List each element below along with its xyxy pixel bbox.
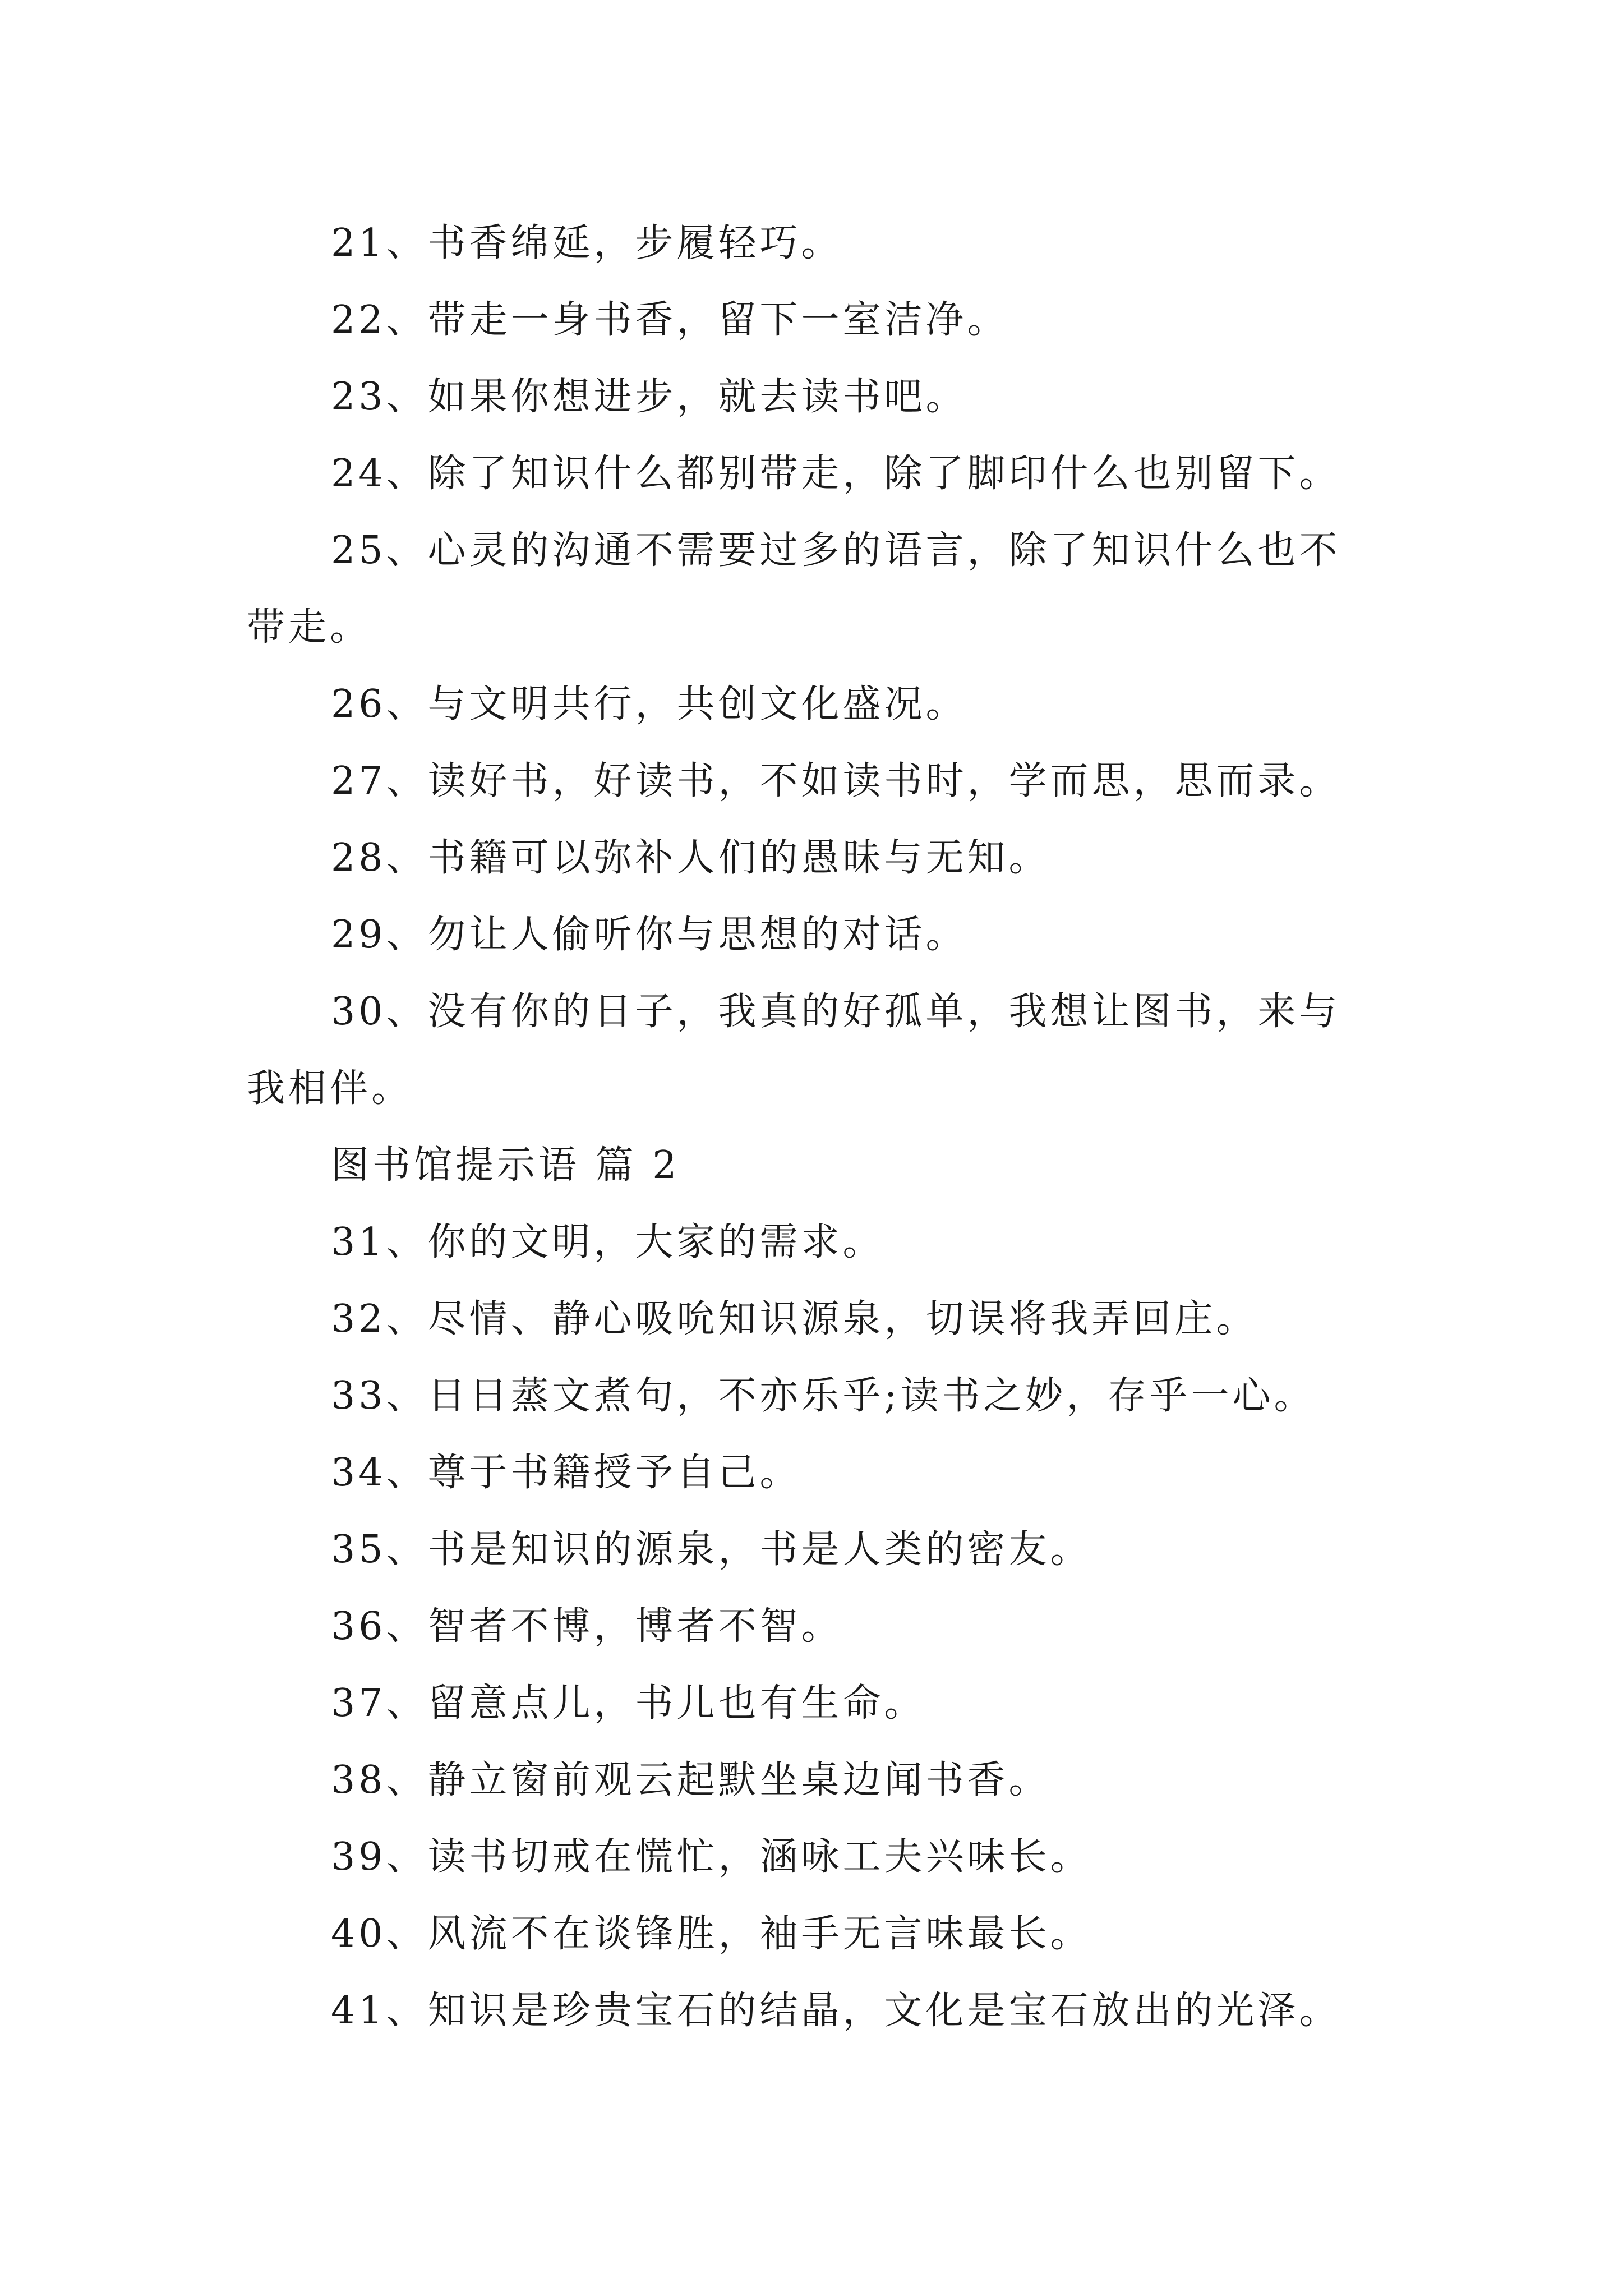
text-line: 21、书香绵延，步履轻巧。: [331, 221, 843, 265]
text-line: 40、风流不在谈锋胜，袖手无言味最长。: [331, 1912, 1092, 1956]
text-line: 39、读书切戒在慌忙，涵咏工夫兴味长。: [331, 1835, 1092, 1879]
text-line: 37、留意点儿，书儿也有生命。: [331, 1681, 926, 1726]
text-line: 38、静立窗前观云起默坐桌边闻书香。: [331, 1758, 1050, 1802]
text-line: 32、尽情、静心吸吮知识源泉，切误将我弄回庄。: [331, 1297, 1258, 1341]
text-line-continuation: 带走。: [247, 605, 372, 650]
document-body: [247, 205, 1402, 2049]
text-line: 27、读好书，好读书，不如读书时，学而思，思而录。: [331, 759, 1341, 803]
text-line: 22、带走一身书香，留下一室洁净。: [331, 298, 1009, 342]
text-line: 41、知识是珍贵宝石的结晶，文化是宝石放出的光泽。: [331, 1989, 1341, 2033]
text-line: 34、尊于书籍授予自己。: [331, 1451, 801, 1495]
text-line: 28、书籍可以弥补人们的愚昧与无知。: [331, 836, 1050, 880]
text-line: 30、没有你的日子，我真的好孤单，我想让图书，来与: [331, 990, 1341, 1034]
text-line: 36、智者不博，博者不智。: [331, 1604, 843, 1649]
text-line: 23、如果你想进步，就去读书吧。: [331, 375, 967, 419]
text-line: 24、除了知识什么都别带走，除了脚印什么也别留下。: [331, 452, 1341, 496]
text-line: 26、与文明共行，共创文化盛况。: [331, 682, 967, 726]
text-line: 31、你的文明，大家的需求。: [331, 1220, 884, 1264]
text-line: 29、勿让人偷听你与思想的对话。: [331, 913, 967, 957]
text-line: 25、心灵的沟通不需要过多的语言，除了知识什么也不: [331, 528, 1341, 573]
section-heading: 图书馆提示语 篇 2: [331, 1143, 680, 1188]
text-line-continuation: 我相伴。: [247, 1066, 413, 1111]
text-line: 33、日日蒸文煮句，不亦乐乎;读书之妙，存乎一心。: [331, 1374, 1316, 1418]
text-line: 35、书是知识的源泉，书是人类的密友。: [331, 1527, 1092, 1572]
